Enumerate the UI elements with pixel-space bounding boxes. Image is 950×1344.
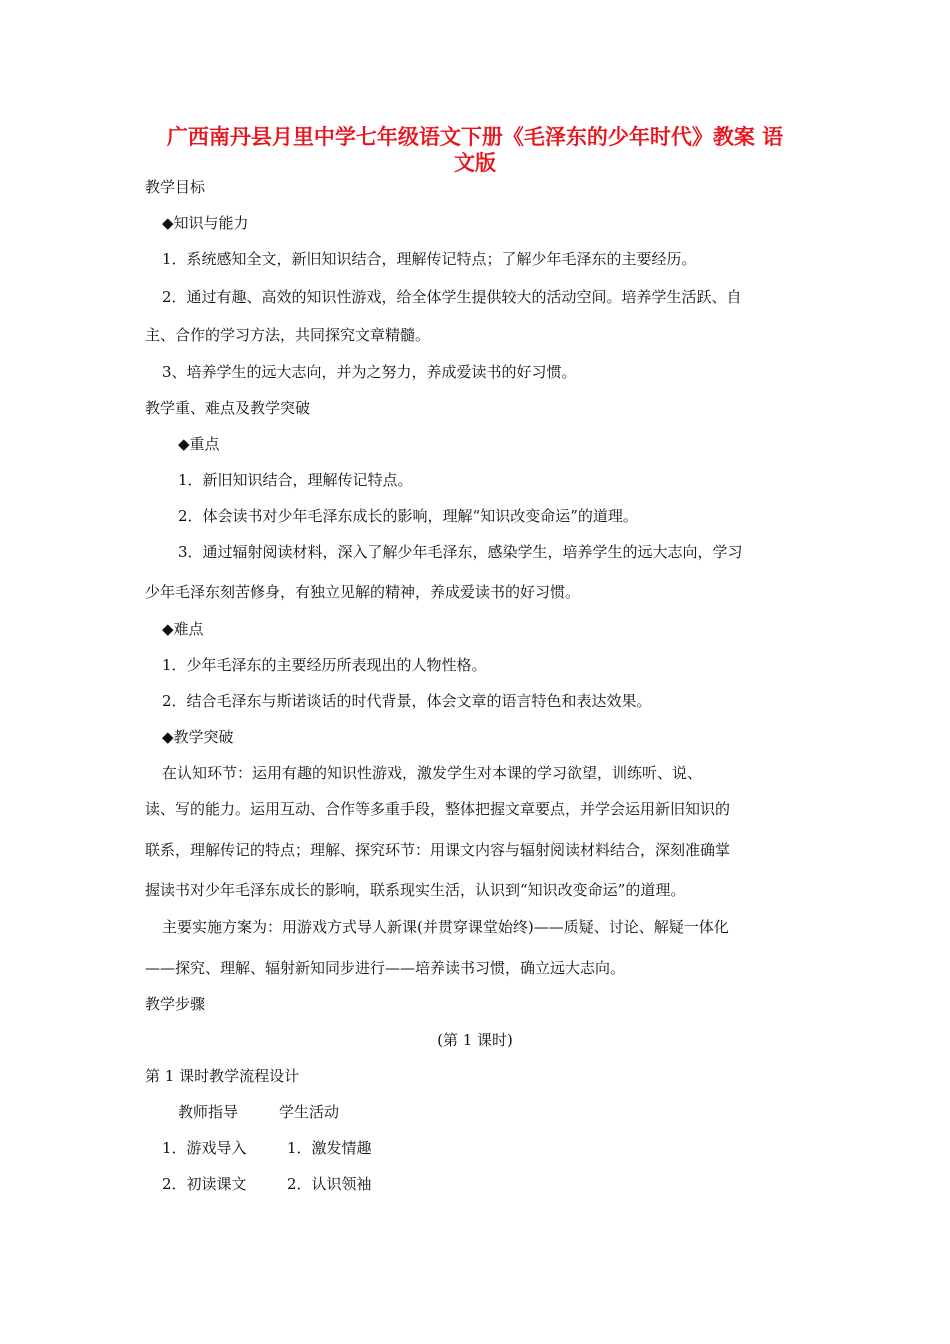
- section-heading-objectives: 教学目标: [145, 178, 206, 196]
- key-point-3-line-1: 3．通过辐射阅读材料，深入了解少年毛泽东，感染学生，培养学生的远大志向，学习: [178, 543, 743, 561]
- table-cell-student-2: 2．认识领袖: [287, 1175, 372, 1193]
- flow-design-heading: 第 1 课时教学流程设计: [145, 1067, 300, 1085]
- table-cell-student-1: 1．激发情趣: [287, 1139, 372, 1157]
- subheading-difficulties: ◆难点: [162, 620, 204, 638]
- subheading-key-points: ◆重点: [178, 435, 220, 453]
- difficulty-2: 2．结合毛泽东与斯诺谈话的时代背景，体会文章的语言特色和表达效果。: [162, 692, 652, 710]
- key-point-2: 2．体会读书对少年毛泽东成长的影响，理解“知识改变命运”的道理。: [178, 507, 638, 525]
- section-heading-key-difficult: 教学重、难点及教学突破: [145, 399, 311, 417]
- breakthrough-line-4: 握读书对少年毛泽东成长的影响，联系现实生活，认识到“知识改变命运”的道理。: [145, 881, 686, 899]
- difficulty-1: 1．少年毛泽东的主要经历所表现出的人物性格。: [162, 656, 487, 674]
- subheading-breakthrough: ◆教学突破: [162, 728, 234, 746]
- key-point-3-line-2: 少年毛泽东刻苦修身，有独立见解的精神，养成爱读书的好习惯。: [145, 583, 581, 601]
- table-cell-teacher-2: 2．初读课文: [162, 1175, 247, 1193]
- table-header-teacher: 教师指导: [178, 1103, 239, 1121]
- main-plan-line-2: ——探究、理解、辐射新知同步进行——培养读书习惯，确立远大志向。: [145, 959, 626, 977]
- document-title: [140, 124, 810, 176]
- table-cell-teacher-1: 1．游戏导入: [162, 1139, 247, 1157]
- objective-2-line-1: 2．通过有趣、高效的知识性游戏，给全体学生提供较大的活动空间。培养学生活跃、自: [162, 288, 742, 306]
- section-heading-steps: 教学步骤: [145, 995, 206, 1013]
- breakthrough-line-2: 读、写的能力。运用互动、合作等多重手段，整体把握文章要点，并学会运用新旧知识的: [145, 800, 731, 818]
- main-plan-line-1: 主要实施方案为：用游戏方式导人新课(并贯穿课堂始终)——质疑、讨论、解疑一体化: [162, 918, 729, 936]
- objective-2-line-2: 主、合作的学习方法，共同探究文章精髓。: [145, 326, 431, 344]
- objective-3: 3、培养学生的远大志向，并为之努力，养成爱读书的好习惯。: [162, 363, 577, 381]
- breakthrough-line-3: 联系，理解传记的特点；理解、探究环节：用课文内容与辐射阅读材料结合，深刻准确掌: [145, 841, 731, 859]
- title-line-2: 文版: [454, 151, 496, 175]
- objective-1: 1．系统感知全文，新旧知识结合，理解传记特点；了解少年毛泽东的主要经历。: [162, 250, 697, 268]
- lesson-label: (第 1 课时): [437, 1031, 513, 1049]
- key-point-1: 1．新旧知识结合，理解传记特点。: [178, 471, 413, 489]
- title-line-1: 广西南丹县月里中学七年级语文下册《毛泽东的少年时代》教案 语: [166, 125, 784, 149]
- breakthrough-line-1: 在认知环节：运用有趣的知识性游戏，激发学生对本课的学习欲望，训练听、说、: [162, 764, 703, 782]
- subheading-knowledge-ability: ◆知识与能力: [162, 214, 249, 232]
- table-header-student: 学生活动: [279, 1103, 340, 1121]
